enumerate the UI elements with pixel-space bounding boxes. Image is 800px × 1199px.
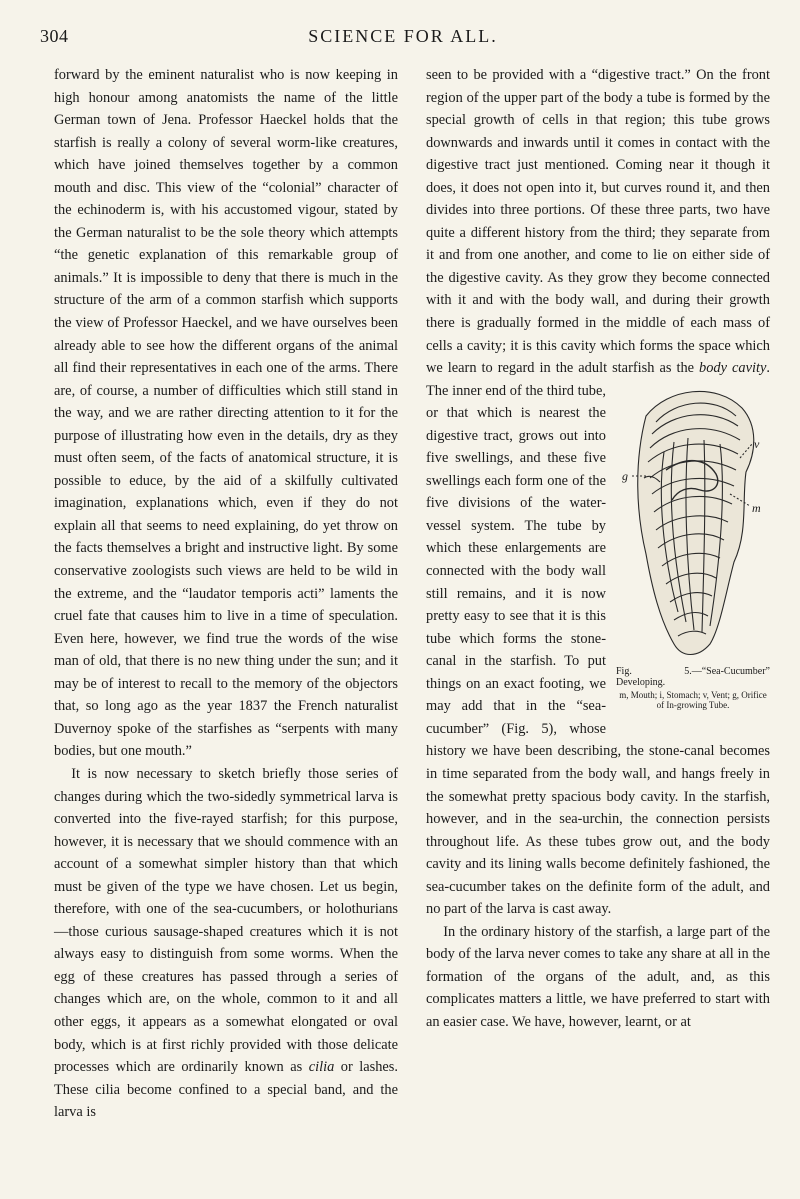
right-column [426, 64, 770, 1034]
right-paragraph-1 [426, 64, 770, 921]
left-paragraph-2 [54, 763, 398, 1124]
right-paragraph-1-text: seen to be provided with a “digestive tract.” On the front region of the upper part of the body a tube is formed by the special growth of cells in that region; this tube grows downwards and inwards until it comes in contact with the digestive tract just mentioned. Coming near it though it does, it does not open into it, but curves round it, and then divides into three portions. Of these three parts, two have quite a different history from the third; they separate from it and from one another, and come to lie on either side of the digestive cavity. As they grow they become connected with it and with the body wall, and during their growth there is gradually formed in the middle of each mass of cells a cavity; it is this cavity which forms the space which we learn to regard in the adult starfish as the [426, 67, 770, 377]
figure-5 [616, 382, 770, 716]
left-paragraph-2-text: It is now necessary to sketch briefly those series of changes during which the two-sidedly symmetrical larva is converted into the five-rayed starfish; for this purpose, however, it is necessary that we should commence with an account of a somewhat simpler history than that which must be given of the type we have chosen. Let us begin, therefore, with one of the sea-cucumbers, or holothurians—those curious sausage-shaped creatures which it is not always easy to distinguish from some worms. When the egg of these creatures has passed through a series of changes which are, on the whole, common to it and all other eggs, it appears as a somewhat elongated or oval body, which is at first richly provided with those delicate processes which are ordinarily known as [54, 765, 398, 1076]
figure-caption-block [616, 666, 770, 710]
figure-caption: Fig. 5.—“Sea-Cucumber” Developing. [616, 665, 770, 688]
label-g: g [622, 468, 628, 483]
term-body-cavity: body cavity [699, 360, 767, 377]
running-title: SCIENCE FOR ALL. [308, 26, 498, 46]
label-v: v [754, 436, 760, 451]
left-paragraph-1: forward by the eminent naturalist who is now keeping in high honour among anatomists the name of the little German town of Jena. Professor Haeckel holds that the starfish is really a colony of several worm-like creatures, which have joined themselves together by a common mouth and disc. This view of the “colonial” character of the echinoderm is, with his accustomed vigour, stated by the German naturalist to be the sole theory which attempts “the genetic explanation of this remarkable group of animals.” It is impossible to deny that there is much in the structure of the arm of a common starfish which supports the view of Professor Haeckel, and we have ourselves been already able to see how the different organs of the animal all find their representatives in each one of the arms. There are, of course, a number of difficulties which still stand in the way, and we are rather directing attention to it for the purpose of illustrating how even in the details, dry as they must often seem, of the facts of anatomical structure, it is possible to educe, by the aid of a skilfully cultivated imagination, explanations which, even if they do not explain all that seems to need explaining, do yet throw on the facts themselves a bright and instructive light. By some conservative zoologists such views are held to be wild in the extreme, and the “laudator temporis acti” laments the cruel fate that causes him to live in a time of speculation. Even here, however, we find true the words of the wise man of old, that there is no new thing under the sun; and it may be of interest to recall to the memory of the objectors that, so long ago as the year 1837 the French naturalist Duvernoy spoke of the starfishes as “serpents with many bodies, but one mouth.” [54, 67, 398, 760]
right-paragraph-2: In the ordinary history of the starfish, a large part of the body of the larva never comes to take any share at all in the formation of the organs of the adult, and, as this complicates matters a little, we have preferred to start with an easier case. We have, however, learnt, or at [426, 923, 770, 1030]
left-column [54, 64, 398, 1124]
right-paragraph-1-end: . The inner end of the third tube, or that which is nearest the digestive tract, grows out into five swellings, and these five swellings each form one of the five divisions of the water-vessel system. The tube by which these enlargements are connected with the body wall still remains, and it is now pretty easy to see that it is this tube which forms the stone-canal in the starfish. To put things on an exact footing, we may add that in the “sea-cucumber” (Fig. 5), whose history we have been describing, the stone-canal becomes in time separated from the body wall, and hangs freely in the somewhat pretty spacious body cavity. In the starfish, however, and in the sea-urchin, the connection persists throughout life. As these tubes grow out, and the body cavity and its lining walls become definitely fashioned, the sea-cucumber takes on the definite form of the adult, and no part of the larva is cast away. [426, 360, 770, 918]
term-cilia: cilia [308, 1059, 335, 1076]
page-number: 304 [40, 26, 69, 46]
figure-legend: m, Mouth; i, Stomach; v, Vent; g, Orifice of In-growing Tube. [619, 689, 767, 710]
label-m: m [752, 500, 761, 515]
sea-cucumber-illustration [616, 382, 770, 666]
left-paragraph-2-end: or lashes. These cilia become confined to a special band, and the larva is [54, 1059, 398, 1121]
page-header [40, 26, 766, 50]
